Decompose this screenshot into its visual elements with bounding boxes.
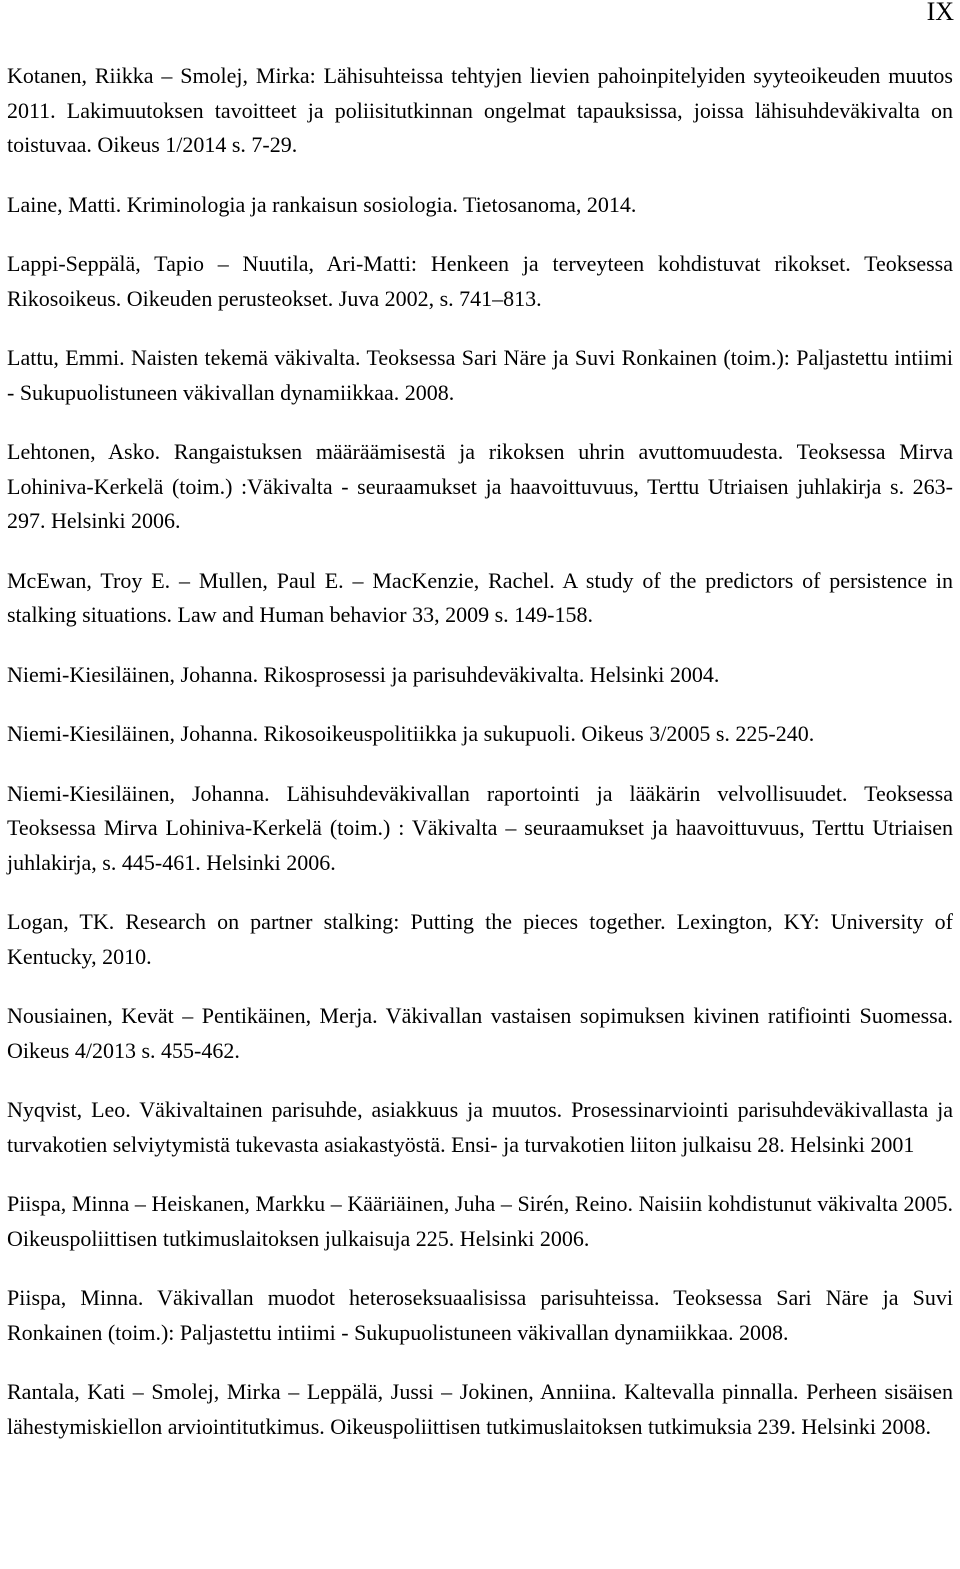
reference-entry: Nyqvist, Leo. Väkivaltainen parisuhde, asiakkuus ja muutos. Prosessinarviointi parisuhdeväkivallasta ja turvakotien selviytymistä tukevasta asiakastyöstä. Ensi- ja turvakotien liiton julkaisu 28. Helsinki 2001 bbox=[7, 1097, 953, 1157]
reference-entry: McEwan, Troy E. – Mullen, Paul E. – MacKenzie, Rachel. A study of the predictors of persistence in stalking situations. Law and Human behavior 33, 2009 s. 149-158. bbox=[7, 567, 953, 627]
reference-entry: Laine, Matti. Kriminologia ja rankaisun sosiologia. Tietosanoma, 2014. bbox=[7, 191, 637, 217]
reference-list bbox=[7, 59, 953, 1469]
reference-entry: Niemi-Kiesiläinen, Johanna. Lähisuhdeväkivallan raportointi ja lääkärin velvollisuudet. Teoksessa Teoksessa Mirva Lohiniva-Kerkelä (toim.) : Väkivalta – seuraamukset ja haavoittuvuus, Terttu Utriaisen juhlakirja, s. 445-461. Helsinki 2006. bbox=[7, 780, 953, 875]
reference-entry: Lappi-Seppälä, Tapio – Nuutila, Ari-Matti: Henkeen ja terveyteen kohdistuvat rikokset. Teoksessa Rikosoikeus. Oikeuden perusteokset. Juva 2002, s. 741–813. bbox=[7, 251, 953, 311]
reference-entry: Logan, TK. Research on partner stalking: Putting the pieces together. Lexington, KY: University of Kentucky, 2010. bbox=[7, 909, 953, 969]
reference-entry: Piispa, Minna. Väkivallan muodot heteroseksuaalisissa parisuhteissa. Teoksessa Sari Näre ja Suvi Ronkainen (toim.): Paljastettu intiimi - Sukupuolistuneen väkivallan dynamiikkaa. 2008. bbox=[7, 1285, 953, 1345]
page-number: IX bbox=[926, 0, 954, 26]
reference-entry: Nousiainen, Kevät – Pentikäinen, Merja. Väkivallan vastaisen sopimuksen kivinen ratifiointi Suomessa. Oikeus 4/2013 s. 455-462. bbox=[7, 1003, 953, 1063]
reference-entry: Niemi-Kiesiläinen, Johanna. Rikosprosessi ja parisuhdeväkivalta. Helsinki 2004. bbox=[7, 661, 720, 687]
reference-entry: Kotanen, Riikka – Smolej, Mirka: Lähisuhteissa tehtyjen lievien pahoinpitelyiden syyteoikeuden muutos 2011. Lakimuutoksen tavoitteet ja poliisitutkinnan ongelmat tapauksissa, joissa lähisuhdeväkivalta on toistuvaa. Oikeus 1/2014 s. 7-29. bbox=[7, 63, 953, 157]
reference-entry: Lattu, Emmi. Naisten tekemä väkivalta. Teoksessa Sari Näre ja Suvi Ronkainen (toim.): Paljastettu intiimi - Sukupuolistuneen väkivallan dynamiikkaa. 2008. bbox=[7, 345, 953, 405]
reference-entry: Rantala, Kati – Smolej, Mirka – Leppälä, Jussi – Jokinen, Anniina. Kaltevalla pinnalla. Perheen sisäisen lähestymiskiellon arviointitutkimus. Oikeuspoliittisen tutkimuslaitoksen tutkimuksia 239. Helsinki 2008. bbox=[7, 1379, 953, 1439]
reference-entry: Niemi-Kiesiläinen, Johanna. Rikosoikeuspolitiikka ja sukupuoli. Oikeus 3/2005 s. 225-240. bbox=[7, 721, 815, 746]
reference-entry: Lehtonen, Asko. Rangaistuksen määräämisestä ja rikoksen uhrin avuttomuudesta. Teoksessa Mirva Lohiniva-Kerkelä (toim.) :Väkivalta - seuraamukset ja haavoittuvuus, Terttu Utriaisen juhlakirja s. 263-297. Helsinki 2006. bbox=[7, 439, 953, 533]
reference-entry: Piispa, Minna – Heiskanen, Markku – Kääriäinen, Juha – Sirén, Reino. Naisiin kohdistunut väkivalta 2005. Oikeuspoliittisen tutkimuslaitoksen julkaisuja 225. Helsinki 2006. bbox=[7, 1191, 953, 1251]
